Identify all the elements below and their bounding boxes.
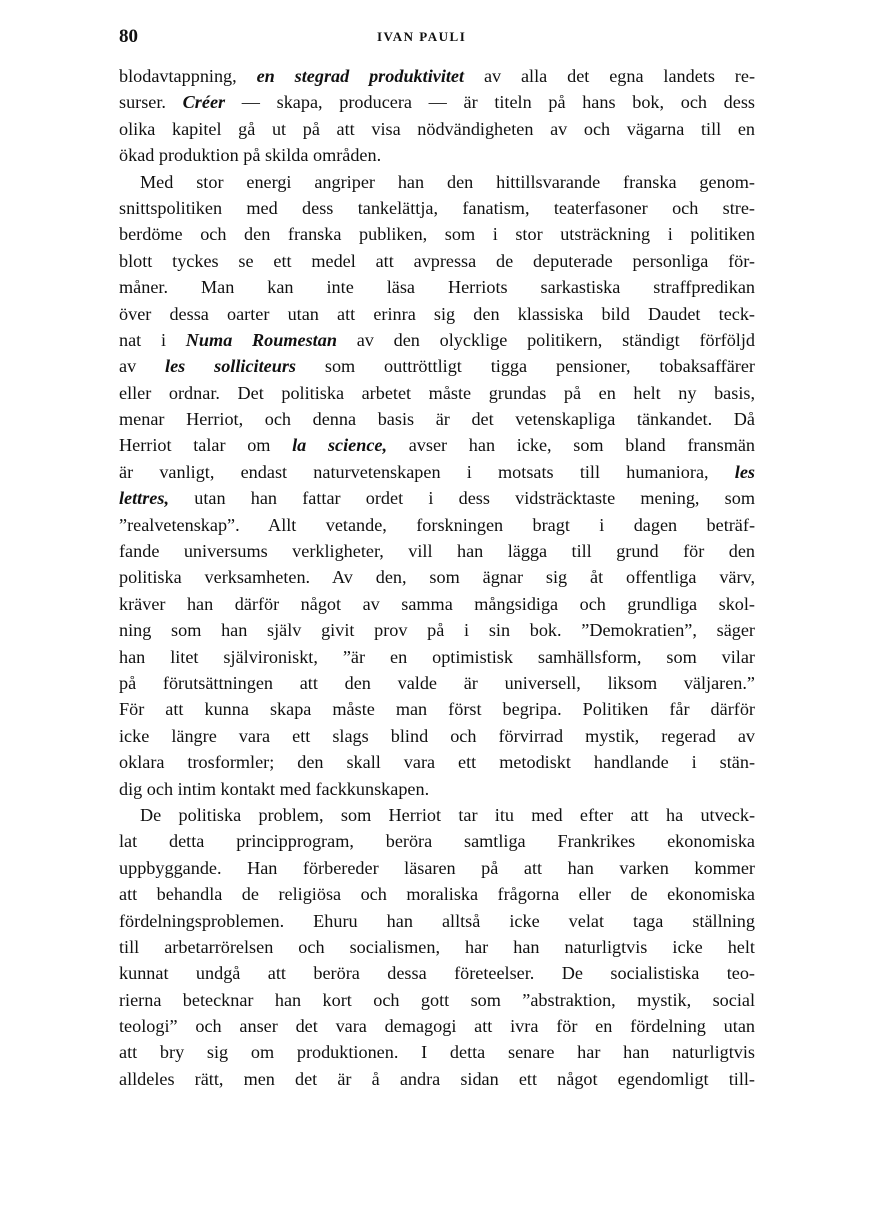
text-line: rierna betecknar han kort och gott som ”abstraktion, mystik, social — [119, 989, 755, 1010]
text-line: lat detta principprogram, beröra samtliga Frankrikes ekonomiska — [119, 831, 755, 852]
text-line: fördelningsproblemen. Ehuru han alltså icke velat taga ställning — [119, 910, 755, 931]
running-head: IVAN PAULI — [377, 29, 467, 44]
text-line: politiska verksamheten. Av den, som ägnar sig åt offentliga värv, — [119, 567, 755, 588]
text-line: uppbyggande. Han förbereder läsaren på att han varken kommer — [119, 857, 755, 878]
text-line: på förutsättningen att den valde är universell, liksom väljaren.” — [119, 672, 755, 693]
text-line: eller ordnar. Det politiska arbetet måste grundas på en helt ny basis, — [119, 382, 755, 403]
text-line: kunnat undgå att beröra dessa företeelser. De socialistiska teo- — [119, 963, 755, 984]
text-line: kräver han därför något av samma mångsidiga och grundliga skol- — [119, 593, 755, 614]
text-line: blodavtappning, en stegrad produktivitet av alla det egna landets re- — [119, 66, 755, 86]
text-line: menar Herriot, och denna basis är det vetenskapliga tänkandet. Då — [119, 409, 755, 430]
text-line: Herriot talar om la science, avser han icke, som bland fransmän — [119, 435, 756, 456]
text-line: ökad produktion på skilda områden. — [119, 145, 382, 166]
page-header — [119, 26, 755, 50]
text-line: över dessa oarter utan att erinra sig den klassiska bild Daudet teck- — [119, 303, 755, 324]
text-line: icke längre vara ett slags blind och förvirrad mystik, regerad av — [119, 725, 755, 746]
page-number: 80 — [119, 26, 138, 47]
text-line: av les solliciteurs som outtröttligt tigga pensioner, tobaksaffärer — [119, 356, 755, 377]
text-line: teologi” och anser det vara demagogi att ivra för en fördelning utan — [119, 1016, 755, 1037]
text-line: att behandla de religiösa och moraliska frågorna eller de ekonomiska — [119, 884, 755, 905]
text-line: surser. Créer — skapa, producera — är titeln på hans bok, och dess — [119, 92, 755, 113]
text-line: nat i Numa Roumestan av den olycklige politikern, ständigt förföljd — [119, 329, 756, 350]
text-line: Med stor energi angriper han den hittillsvarande franska genom- — [140, 171, 755, 192]
text-line: För att kunna skapa måste man först begripa. Politiken får därför — [119, 699, 755, 720]
text-line: att bry sig om produktionen. I detta senare har han naturligtvis — [119, 1042, 755, 1063]
text-line: ning som han själv givit prov på i sin bok. ”Demokratien”, säger — [119, 620, 755, 641]
text-line: ”realvetenskap”. Allt vetande, forskningen bragt i dagen beträf- — [119, 514, 755, 535]
text-line: berdöme och den franska publiken, som i stor utsträckning i politiken — [119, 224, 755, 245]
text-line: är vanligt, endast naturvetenskapen i motsats till humaniora, les — [119, 461, 755, 482]
text-line: olika kapitel gå ut på att visa nödvändigheten av och vägarna till en — [119, 118, 755, 139]
text-line: han litet självironiskt, ”är en optimistisk samhällsform, som vilar — [119, 646, 755, 667]
text-line: till arbetarrörelsen och socialismen, har han naturligtvis icke helt — [119, 936, 755, 957]
text-line: dig och intim kontakt med fackkunskapen. — [119, 778, 430, 799]
text-line: snittspolitiken med dess tankelättja, fanatism, teaterfasoner och stre- — [119, 197, 755, 218]
text-line: blott tyckes se ett medel att avpressa de deputerade personliga för- — [119, 250, 755, 271]
text-line: lettres, utan han fattar ordet i dess vidsträcktaste mening, som — [119, 488, 755, 509]
text-line: De politiska problem, som Herriot tar itu med efter att ha utveck- — [140, 804, 755, 825]
body-text — [119, 63, 755, 1092]
text-line: fande universums verkligheter, vill han lägga till grund för den — [119, 541, 755, 562]
text-line: oklara trosformler; den skall vara ett metodiskt handlande i stän- — [119, 752, 755, 773]
text-line: måner. Man kan inte läsa Herriots sarkastiska straffpredikan — [119, 277, 755, 298]
text-line: alldeles rätt, men det är å andra sidan ett något egendomligt till- — [119, 1068, 755, 1089]
